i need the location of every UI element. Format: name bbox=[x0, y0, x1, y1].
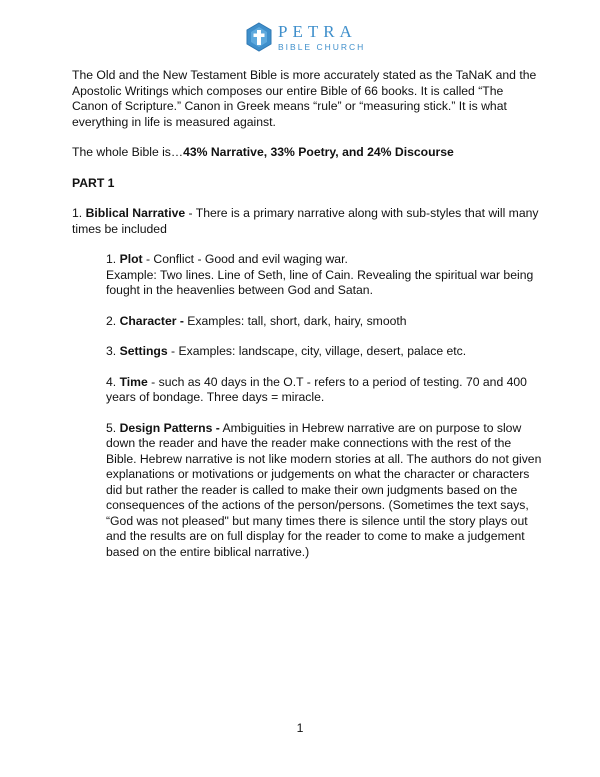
subitem-example: Example: Two lines. Line of Seth, line of Cain. Revealing the spiritual war being fought in the heavenlies between God and Satan. bbox=[106, 267, 534, 297]
intro-paragraph: The Old and the New Testament Bible is more accurately stated as the TaNaK and the Apostolic Writings which composes our entire Bible of 66 books. It is called “The Canon of Scripture.” Canon in Greek means “rule” or “measuring stick.” It is what everything in life is measured against. bbox=[72, 68, 537, 129]
subitem-text: Ambiguities in Hebrew narrative are on purpose to slow down the reader and have the reader make connections with the rest of the Bible. Hebrew narrative is not like modern stories at all. The authors do not given explanations or motivations or judgements on what the character or characters did but rather the reader is called to make their own judgments based on the consequences of the actions of the person/persons. (Sometimes the text says, “God was not pleased" but many times there is silence until the story plays out and the results are on full display for the reader to come to make a judgement based on the entire biblical narrative.) bbox=[106, 420, 542, 559]
subitem-title: Time bbox=[119, 374, 148, 389]
document-body bbox=[72, 68, 542, 575]
bible-composition bbox=[72, 145, 542, 161]
cross-hexagon-icon bbox=[246, 22, 272, 52]
logo-subtitle: BIBLE CHURCH bbox=[278, 41, 366, 52]
part-heading: PART 1 bbox=[72, 175, 115, 190]
subitem-number: 4. bbox=[106, 374, 120, 389]
composition-prefix: The whole Bible is… bbox=[72, 145, 184, 159]
subitem-plot bbox=[106, 252, 542, 299]
logo-name: PETRA bbox=[278, 21, 357, 41]
subitem-title: Plot bbox=[119, 252, 143, 266]
subitem-text: Examples: tall, short, dark, hairy, smooth bbox=[183, 313, 407, 328]
subitem-title: Settings bbox=[119, 344, 168, 358]
biblical-narrative-item bbox=[72, 206, 542, 237]
church-logo bbox=[246, 22, 365, 52]
subitem-design-patterns bbox=[106, 421, 542, 561]
item-text: - There is a primary narrative along with sub-styles that will many times be included bbox=[72, 206, 539, 236]
subitem-number: 1. bbox=[106, 252, 120, 266]
subitem-text: - Examples: landscape, city, village, desert, palace etc. bbox=[167, 344, 467, 358]
composition-percentages: 43% Narrative, 33% Poetry, and 24% Discourse bbox=[183, 145, 454, 159]
subitem-settings bbox=[106, 344, 542, 360]
subitem-text: - Conflict - Good and evil waging war. bbox=[142, 252, 348, 266]
subitem-title: Character - bbox=[119, 313, 184, 328]
subitem-number: 5. bbox=[106, 420, 120, 435]
subitem-number: 2. bbox=[106, 313, 120, 328]
subitem-character bbox=[106, 314, 542, 330]
page-number: 1 bbox=[296, 721, 304, 735]
subitem-text: - such as 40 days in the O.T - refers to a period of testing. 70 and 400 years of bondage. Three days = miracle. bbox=[106, 374, 527, 404]
item-number: 1. bbox=[72, 206, 86, 220]
subitem-number: 3. bbox=[106, 344, 120, 358]
item-title: Biblical Narrative bbox=[85, 206, 186, 220]
subitem-title: Design Patterns - bbox=[119, 420, 220, 435]
subitem-time bbox=[106, 375, 542, 406]
